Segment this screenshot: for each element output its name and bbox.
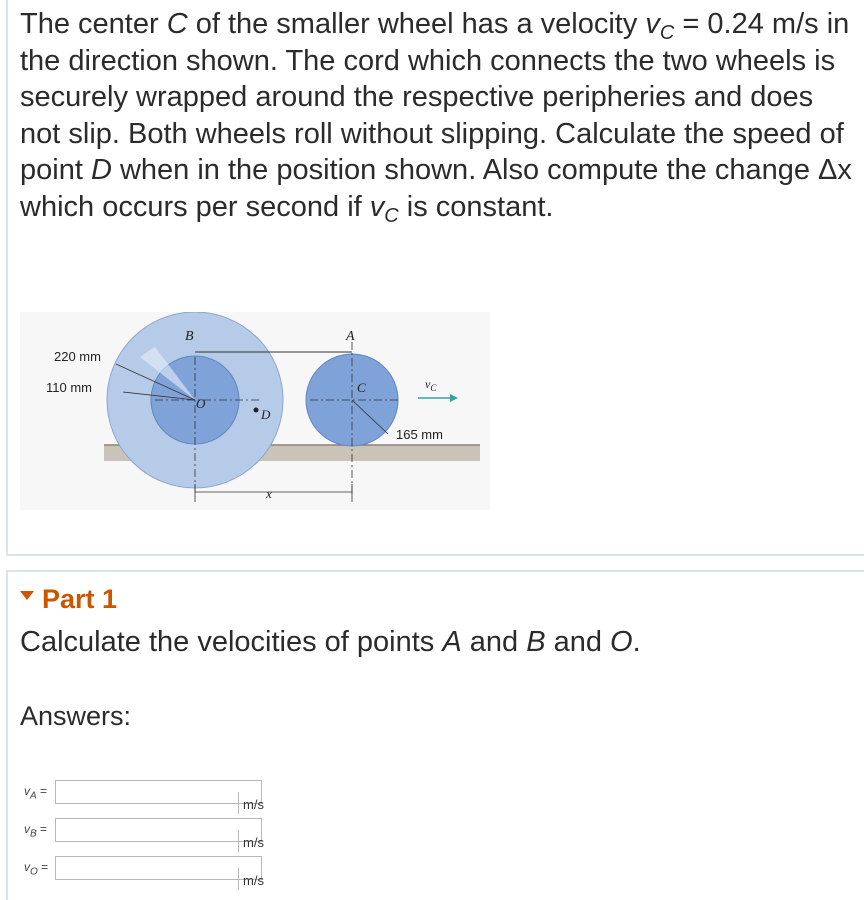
- wheels-diagram: [20, 312, 490, 510]
- caret-down-icon[interactable]: [20, 591, 34, 600]
- part-title[interactable]: Part 1: [20, 584, 117, 615]
- va-input[interactable]: [55, 780, 262, 804]
- label-o: O: [196, 396, 206, 411]
- label-b: B: [185, 329, 194, 344]
- part-question: Calculate the velocities of points A and B and O.: [20, 626, 641, 658]
- label-x: x: [266, 486, 272, 501]
- answer-row-va: [24, 780, 284, 810]
- problem-statement: The center C of the smaller wheel has a velocity $v_C = 0.24$ m/s in the direction shown. The cord which connects the two wheels is securely wrapped around the respective peripheries and does not slip. Both wheels roll without slipping. Calculate the speed of point D when in the position shown. Also compute the change Δx which occurs per second if $v_C$ is constant.: [20, 8, 852, 227]
- vo-unit: m/s: [238, 868, 288, 890]
- va-unit: m/s: [238, 792, 288, 814]
- part-card: [6, 570, 864, 900]
- answer-row-vb: [24, 818, 284, 848]
- label-vc: $v_C$: [425, 377, 437, 393]
- wheels-figure: [20, 312, 490, 510]
- answer-label-va: $v_A$ =: [24, 784, 48, 802]
- vb-unit: m/s: [238, 830, 288, 852]
- label-c: C: [357, 380, 366, 395]
- vo-input[interactable]: [55, 856, 262, 880]
- vb-input[interactable]: [55, 818, 262, 842]
- point-d: [254, 408, 259, 413]
- dim-220: 220 mm: [54, 349, 101, 364]
- dim-110: 110 mm: [46, 380, 92, 395]
- label-d: D: [261, 407, 271, 422]
- answer-row-vo: [24, 856, 284, 886]
- dim-165: 165 mm: [396, 427, 443, 442]
- answer-label-vo: $v_O$ =: [24, 860, 49, 878]
- label-a: A: [346, 329, 355, 344]
- answer-label-vb: $v_B$ =: [24, 822, 48, 840]
- answers-label: Answers:: [20, 701, 132, 731]
